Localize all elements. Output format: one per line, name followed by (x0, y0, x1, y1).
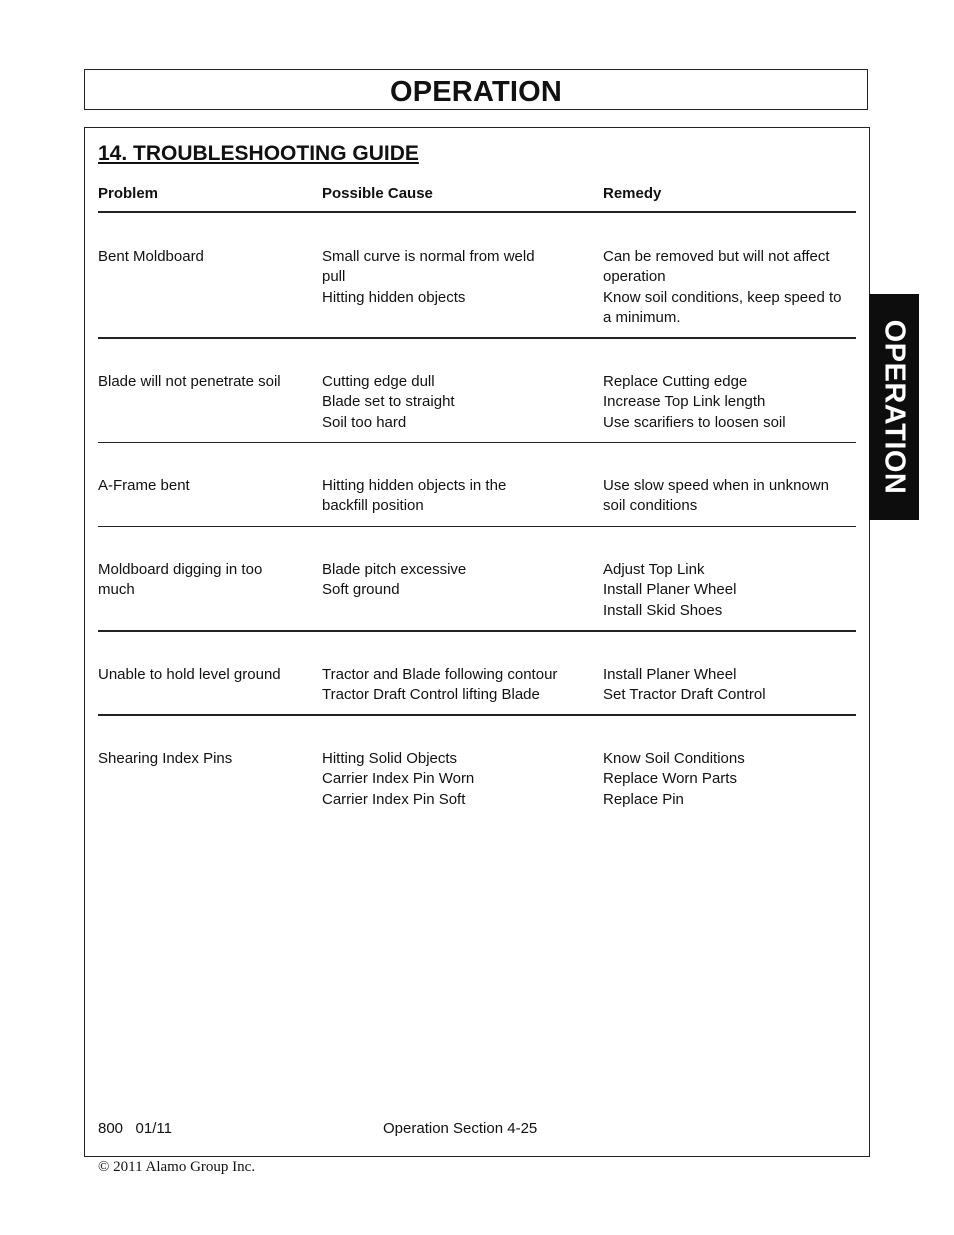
cell-line: Blade will not penetrate soil (98, 373, 281, 390)
cell-line: much (98, 581, 135, 599)
cell-line: Hitting Solid Objects (322, 750, 458, 767)
header-box (84, 69, 868, 110)
table-cell-remedy (603, 749, 745, 810)
cell-line: Know soil conditions, keep speed to (603, 288, 842, 306)
column-header-remedy: Remedy (603, 185, 662, 202)
cell-line: Soft ground (322, 581, 400, 599)
cell-line: a minimum. (603, 308, 681, 326)
cell-line: Small curve is normal from weld (322, 248, 535, 265)
table-cell-problem (98, 476, 190, 496)
cell-line: Adjust Top Link (603, 561, 705, 578)
cell-line: Replace Cutting edge (603, 373, 748, 390)
cell-line: Use scarifiers to loosen soil (603, 413, 786, 431)
cell-line: Install Skid Shoes (603, 601, 723, 619)
cell-line: Can be removed but will not affect (603, 248, 830, 265)
table-cell-problem (98, 665, 281, 685)
cell-line: Set Tractor Draft Control (603, 686, 766, 704)
section-title: 14. TROUBLESHOOTING GUIDE (98, 142, 419, 165)
table-cell-cause (322, 665, 557, 706)
cell-line: Tractor and Blade following contour (322, 666, 558, 683)
table-cell-problem (98, 560, 262, 601)
cell-line: Know Soil Conditions (603, 750, 745, 767)
cell-line: Carrier Index Pin Soft (322, 790, 466, 808)
table-cell-cause (322, 476, 506, 517)
row-divider (98, 442, 856, 443)
cell-line: operation (603, 268, 666, 286)
table-cell-remedy (603, 560, 736, 621)
cell-line: Blade set to straight (322, 393, 455, 411)
cell-line: Install Planer Wheel (603, 666, 737, 683)
header-divider (98, 211, 856, 213)
table-cell-remedy (603, 247, 841, 328)
table-cell-cause (322, 560, 466, 601)
page-title: OPERATION (389, 76, 563, 108)
row-divider (98, 526, 856, 527)
side-tab-label: OPERATION (878, 319, 911, 495)
table-cell-remedy (603, 372, 786, 433)
cell-line: Replace Pin (603, 790, 684, 808)
cell-line: Tractor Draft Control lifting Blade (322, 686, 540, 704)
cell-line: Blade pitch excessive (322, 561, 467, 578)
row-divider (98, 337, 856, 339)
cell-line: Hitting hidden objects (322, 288, 466, 306)
table-cell-cause (322, 247, 535, 308)
cell-line: soil conditions (603, 497, 698, 515)
cell-line: A-Frame bent (98, 477, 190, 494)
cell-line: Bent Moldboard (98, 248, 204, 265)
cell-line: Replace Worn Parts (603, 770, 737, 788)
section-side-tab (869, 294, 919, 520)
table-cell-problem (98, 372, 281, 392)
cell-line: Hitting hidden objects in the (322, 477, 507, 494)
cell-line: Install Planer Wheel (603, 581, 737, 599)
column-header-problem: Problem (98, 185, 159, 202)
footer-model-date: 800 01/11 (98, 1120, 172, 1137)
footer-page-number: Operation Section 4-25 (383, 1120, 538, 1137)
cell-line: Cutting edge dull (322, 373, 435, 390)
table-cell-problem (98, 247, 204, 267)
cell-line: Carrier Index Pin Worn (322, 770, 475, 788)
cell-line: backfill position (322, 497, 424, 515)
row-divider (98, 714, 856, 716)
cell-line: Soil too hard (322, 413, 407, 431)
copyright: © 2011 Alamo Group Inc. (98, 1159, 256, 1175)
table-cell-remedy (603, 665, 766, 706)
cell-line: Shearing Index Pins (98, 750, 233, 767)
cell-line: pull (322, 268, 346, 286)
cell-line: Moldboard digging in too (98, 561, 263, 578)
table-cell-cause (322, 749, 474, 810)
column-header-cause: Possible Cause (322, 185, 433, 202)
table-cell-cause (322, 372, 455, 433)
cell-line: Increase Top Link length (603, 393, 766, 411)
cell-line: Use slow speed when in unknown (603, 477, 829, 494)
cell-line: Unable to hold level ground (98, 666, 281, 683)
row-divider (98, 630, 856, 632)
table-cell-problem (98, 749, 232, 769)
table-cell-remedy (603, 476, 829, 517)
